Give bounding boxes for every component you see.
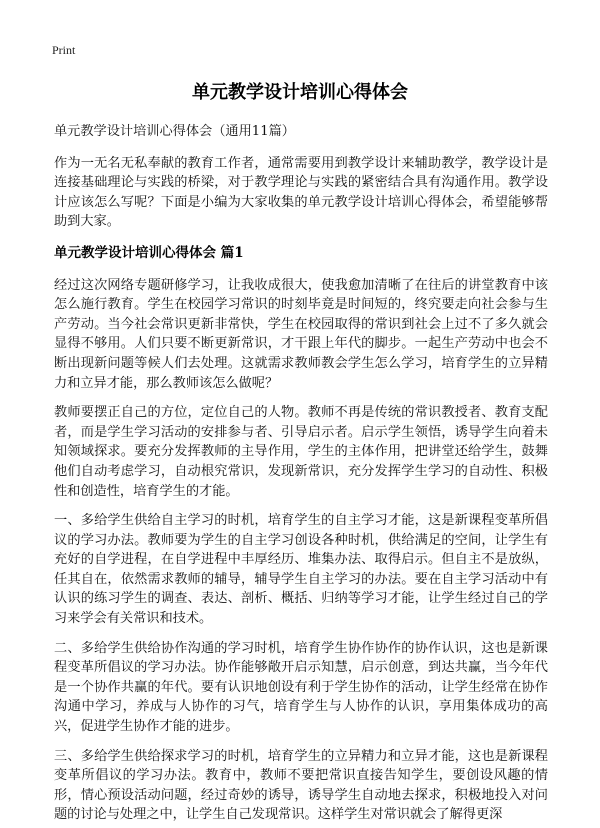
body-paragraph: 教师要摆正自己的方位，定位自己的人物。教师不再是传统的常识教授者、教育支配者，而是学生学习活动的安排参与者、引导启示者。启示学生领悟，诱导学生向着未知领域探求。要充分发挥教师的主导作用，学生的主体作用，把讲堂还给学生，鼓舞他们自动考虑学习，自动根究常识，发现新常识，充分发挥学生学习的自动性、积极性和创造性，培育学生的才能。 [54,405,548,499]
print-link[interactable]: Print [52,43,76,57]
section-heading: 单元教学设计培训心得体会 篇1 [54,244,244,261]
body-paragraph: 经过这次网络专题研修学习，让我收成很大，使我愈加清晰了在往后的讲堂教育中该怎么施行教育。学生在校园学习常识的时刻毕竟是时间短的，终究要走向社会参与生产劳动。当今社会常识更新非常快，学生在校园取得的常识到社会上过不了多久就会显得不够用。人们只要不断更新常识，才干跟上年代的脚步。一起生产劳动中也会不断出现新问题等候人们去处理。这就需求教师教会学生怎么学习，培育学生的立异精力和立异才能，那么教师该怎么做呢？ [54,277,548,391]
body-paragraph: 三、多给学生供给探求学习的时机，培育学生的立异精力和立异才能，这也是新课程变革所倡议的学习办法。教育中，教师不要把常识直接告知学生，要创设风趣的情形，情心预设活动问题，经过奇妙的诱导，诱导学生自动地去探求，积极地投入对问题的讨论与处理之中，让学生自己发现常识。这样学生对常识就会了解得更深 [54,748,548,823]
body-paragraph: 二、多给学生供给协作沟通的学习时机，培育学生协作协作的协作认识，这也是新课程变革所倡议的学习办法。协作能够敞开启示知慧，启示创意，到达共赢，当今年代是一个协作共赢的年代。要有认识地创设有利于学生协作的活动，让学生经常在协作沟通中学习，养成与人协作的习气，培育学生与人协作的认识，享用集体成功的高兴，促进学生协作才能的进步。 [54,640,548,735]
article-subtitle: 单元教学设计培训心得体会（通用11篇） [54,124,295,139]
intro-paragraph: 作为一无名无私奉献的教育工作者，通常需要用到教学设计来辅助教学，教学设计是连接基础理论与实践的桥梁，对于教学理论与实践的紧密结合具有沟通作用。教学设计应该怎么写呢？下面是小编为大家收集的单元教学设计培训心得体会，希望能够帮助到大家。 [54,155,548,230]
body-paragraph: 一、多给学生供给自主学习的时机，培育学生的自主学习才能，这是新课程变革所倡议的学习办法。教师要为学生的自主学习创设各种时机，供给满足的空间，让学生有充好的自学进程，在自学进程中丰厚经历、堆集办法、取得启示。但自主不是放纵，任其自在，依然需求教师的辅导，辅导学生自主学习的办法。要在自主学习活动中有认识的练习学生的调查、表达、剖析、概括、归纳等学习才能，让学生经过自己的学习来学会有关常识和技术。 [54,513,548,627]
article-body [54,122,548,828]
page-title: 单元教学设计培训心得体会 [192,82,408,103]
